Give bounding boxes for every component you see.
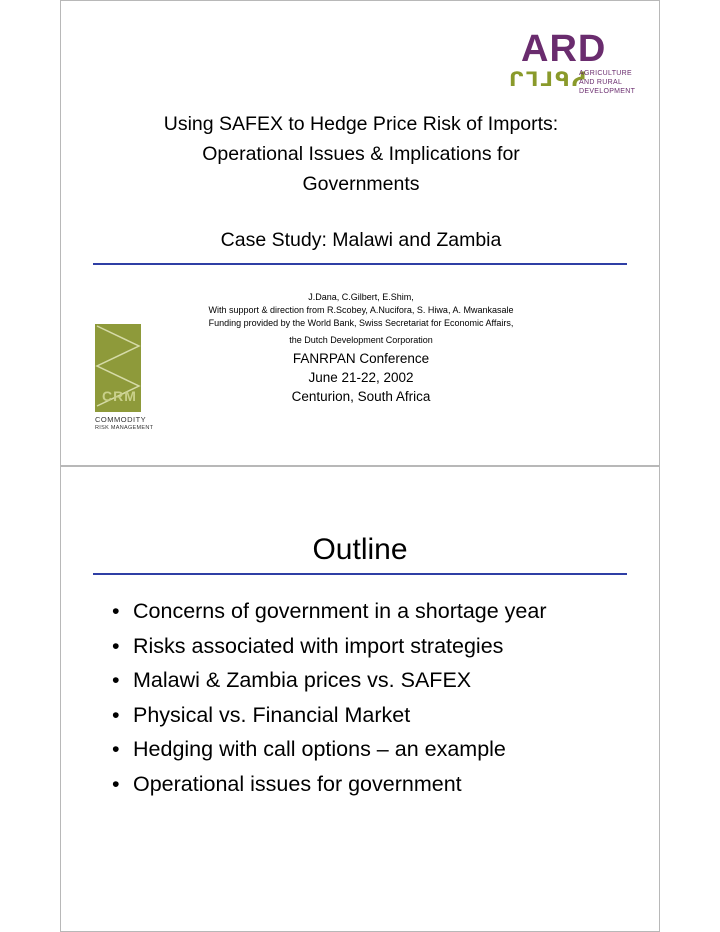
subtitle: Case Study: Malawi and Zambia [220, 229, 502, 251]
list-item: • Operational issues for government [112, 771, 462, 796]
ard-logo [509, 29, 644, 99]
outline-title: Outline [312, 533, 408, 566]
title-line-3: Governments [302, 173, 420, 195]
list-item: • Concerns of government in a shortage year [112, 599, 547, 623]
slide-title [60, 0, 660, 466]
crm-logo-name: COMMODITY [95, 415, 147, 424]
crm-logo-letters: CRM [102, 388, 137, 404]
ard-logo-script: ᒋᒣᒧᑫᓱ [509, 69, 589, 91]
title-rule [93, 263, 627, 265]
credits-funding: Funding provided by the World Bank, Swiss Secretariat for Economic Affairs, [208, 318, 514, 328]
conference-location: Centurion, South Africa [291, 389, 431, 404]
list-item: • Malawi & Zambia prices vs. SAFEX [112, 668, 472, 692]
outline-bullet-list [112, 594, 547, 801]
list-item: • Physical vs. Financial Market [112, 702, 411, 727]
crm-logo [91, 324, 171, 434]
list-item: • Risks associated with import strategies [112, 633, 504, 658]
outline-rule [93, 573, 627, 575]
title-line-1: Using SAFEX to Hedge Price Risk of Imports: [163, 113, 559, 135]
crm-logo-mark [95, 324, 141, 412]
ard-logo-word: ARD [521, 28, 607, 70]
credits-authors: J.Dana, C.Gilbert, E.Shim, [308, 292, 414, 302]
crm-logo-sub: RISK MANAGEMENT [95, 425, 154, 431]
conference-name: FANRPAN Conference [292, 351, 430, 366]
conference-date: June 21-22, 2002 [308, 370, 414, 385]
credits-support: With support & direction from R.Scobey, A.Nucifora, S. Hiwa, A. Mwankasale [208, 305, 514, 315]
credits-funding-cont: the Dutch Development Corporation [289, 335, 433, 345]
ard-logo-text: AGRICULTURE AND RURAL DEVELOPMENT [579, 70, 636, 95]
title-line-2: Operational Issues & Implications for [202, 143, 520, 165]
list-item: • Hedging with call options – an example [112, 737, 506, 761]
